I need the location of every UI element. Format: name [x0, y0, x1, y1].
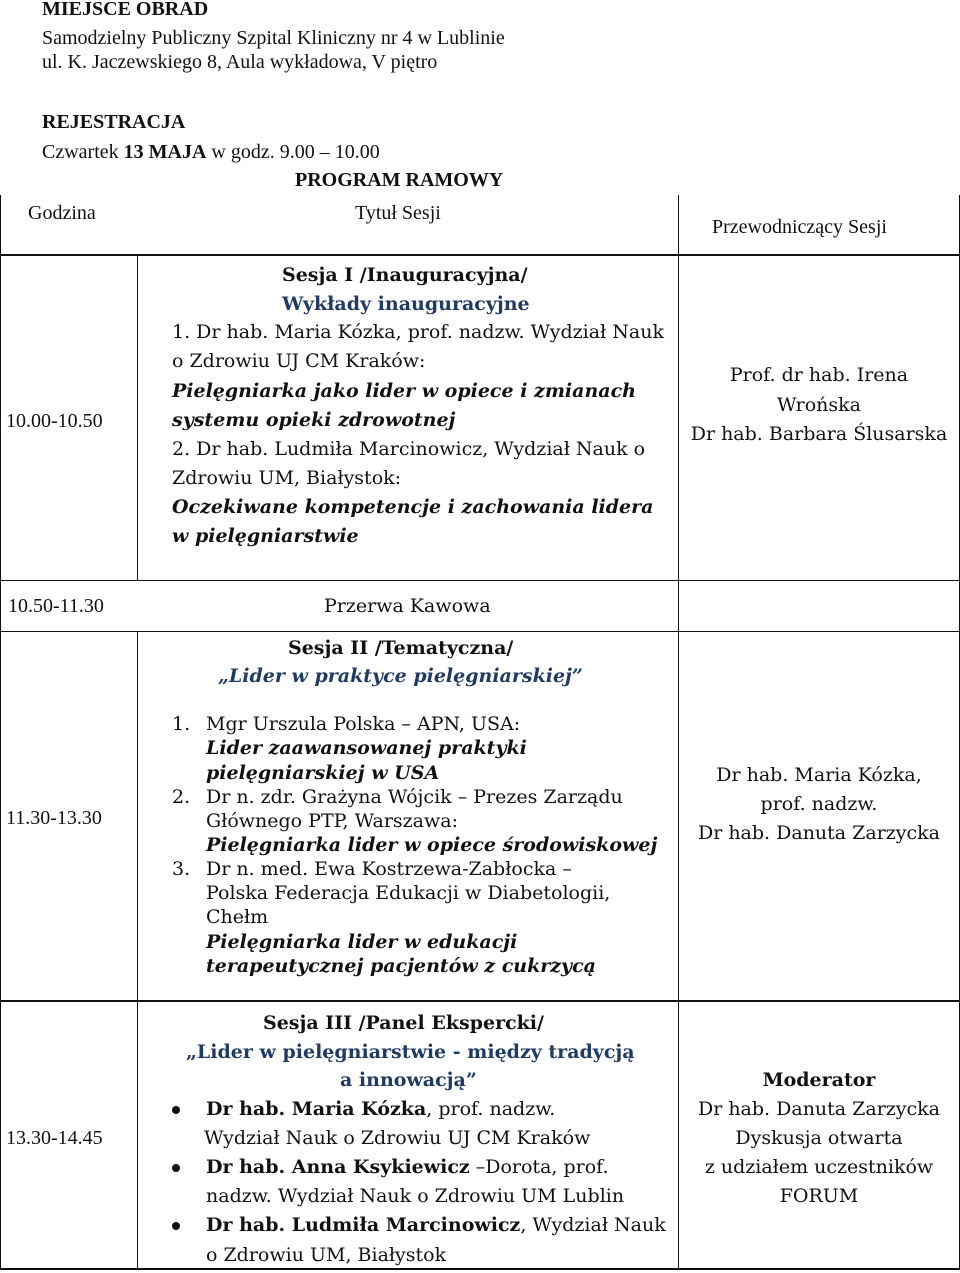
column-header-title: Tytuł Sesji: [355, 202, 441, 224]
bullet-icon: [172, 1106, 180, 1114]
session2-chair: prof. nadzw.: [760, 793, 878, 815]
session2-time: 11.30-13.30: [6, 807, 102, 829]
session3-subtitle: „Lider w pielęgniarstwie - między tradycją: [186, 1041, 635, 1063]
session3-subtitle: a innowacją”: [340, 1069, 477, 1091]
registration-day: Czwartek: [42, 141, 119, 163]
session2-lecture-title: terapeutycznej pacjentów z cukrzycą: [206, 955, 596, 977]
panelist-title: , prof. nadzw.: [426, 1098, 556, 1120]
column-header-time: Godzina: [28, 202, 96, 224]
table-row-divider: [0, 1000, 960, 1002]
table-column-divider: [137, 632, 138, 1269]
session2-lecture-title: Pielęgniarka lider w edukacji: [206, 931, 518, 953]
table-row-divider: [0, 1268, 960, 1270]
session1-chair: Dr hab. Barbara Ślusarska: [690, 423, 948, 445]
moderator-label: Moderator: [762, 1069, 876, 1091]
session3-panelist-affiliation: Wydział Nauk o Zdrowiu UJ CM Kraków: [204, 1127, 591, 1149]
session2-line: Chełm: [206, 906, 269, 928]
program-title: PROGRAM RAMOWY: [295, 169, 504, 191]
session3-panelist-affiliation: o Zdrowiu UM, Białystok: [206, 1244, 447, 1266]
bullet-icon: [172, 1164, 180, 1172]
panelist-name: Dr hab. Ludmiła Marcinowicz: [206, 1214, 521, 1236]
table-row-divider: [0, 631, 960, 632]
registration-hours: w godz. 9.00 – 10.00: [211, 141, 380, 163]
session2-line: Polska Federacja Edukacji w Diabetologii,: [206, 882, 611, 904]
session3-panelist: [206, 1098, 555, 1120]
registration-date: 13 MAJA: [123, 141, 207, 163]
session1-lecture-title: Oczekiwane kompetencje i zachowania lidera: [172, 496, 654, 518]
table-row-divider: [0, 580, 960, 581]
panelist-title: , Wydział Nauk: [520, 1214, 666, 1236]
session2-chair: Dr hab. Danuta Zarzycka: [697, 822, 941, 844]
break-label: Przerwa Kawowa: [324, 595, 491, 617]
session3-panelist: [206, 1156, 609, 1178]
session3-panelist: [206, 1214, 666, 1236]
session1-chair: Prof. dr hab. Irena: [729, 364, 909, 386]
session1-line: 1. Dr hab. Maria Kózka, prof. nadzw. Wydział Nauk: [172, 321, 664, 343]
session1-lecture-title: w pielęgniarstwie: [172, 525, 359, 547]
session2-line: Mgr Urszula Polska – APN, USA:: [206, 713, 521, 735]
session2-chair: Dr hab. Maria Kózka,: [716, 764, 922, 786]
registration-line: [42, 141, 380, 164]
session2-subtitle: „Lider w praktyce pielęgniarskiej”: [218, 665, 583, 687]
session2-line: Głównego PTP, Warszawa:: [206, 810, 459, 832]
column-header-chair: Przewodniczący Sesji: [712, 216, 887, 238]
table-column-divider: [0, 195, 1, 1270]
panelist-name: Dr hab. Anna Ksykiewicz: [206, 1156, 470, 1178]
break-time: 10.50-11.30: [8, 595, 104, 617]
session2-line: Dr n. med. Ewa Kostrzewa-Zabłocka –: [206, 858, 572, 880]
session2-item-number: 1.: [172, 713, 191, 735]
session3-note: FORUM: [779, 1185, 859, 1207]
session2-name: Sesja II /Tematyczna/: [288, 637, 514, 659]
session2-lecture-title: Lider zaawansowanej praktyki: [206, 737, 527, 759]
moderator-name: Dr hab. Danuta Zarzycka: [697, 1098, 941, 1120]
venue-address-line1: Samodzielny Publiczny Szpital Kliniczny nr 4 w Lublinie: [42, 27, 505, 49]
session2-item-number: 2.: [172, 786, 191, 808]
table-column-divider: [137, 256, 138, 580]
session1-time: 10.00-10.50: [6, 410, 103, 432]
session2-lecture-title: pielęgniarskiej w USA: [206, 762, 440, 784]
session1-line: Zdrowiu UM, Białystok:: [172, 467, 402, 489]
venue-address-line2: ul. K. Jaczewskiego 8, Aula wykładowa, V piętro: [42, 51, 438, 73]
session1-line: o Zdrowiu UJ CM Kraków:: [172, 350, 426, 372]
session1-lecture-title: systemu opieki zdrowotnej: [172, 409, 456, 431]
panelist-name: Dr hab. Maria Kózka: [206, 1098, 427, 1120]
registration-heading: REJESTRACJA: [42, 111, 186, 133]
panelist-title: –Dorota, prof.: [469, 1156, 609, 1178]
session1-chair: Wrońska: [776, 394, 862, 416]
session1-lecture-title: Pielęgniarka jako lider w opiece i zmianach: [172, 380, 636, 402]
session3-note: Dyskusja otwarta: [735, 1127, 903, 1149]
session1-line: 2. Dr hab. Ludmiła Marcinowicz, Wydział Nauk o: [172, 438, 646, 460]
session1-name: Sesja I /Inauguracyjna/: [282, 264, 528, 286]
table-row-divider: [0, 254, 960, 256]
session3-panelist-affiliation: nadzw. Wydział Nauk o Zdrowiu UM Lublin: [206, 1185, 625, 1207]
bullet-icon: [172, 1222, 180, 1230]
session2-item-number: 3.: [172, 858, 191, 880]
venue-heading: MIEJSCE OBRAD: [42, 0, 209, 20]
session2-line: Dr n. zdr. Grażyna Wójcik – Prezes Zarządu: [206, 786, 623, 808]
session1-subtitle: Wykłady inauguracyjne: [282, 293, 530, 315]
session3-note: z udziałem uczestników: [704, 1156, 934, 1178]
session2-lecture-title: Pielęgniarka lider w opiece środowiskowej: [206, 834, 658, 856]
session3-time: 13.30-14.45: [6, 1127, 103, 1149]
session3-name: Sesja III /Panel Ekspercki/: [263, 1012, 544, 1034]
